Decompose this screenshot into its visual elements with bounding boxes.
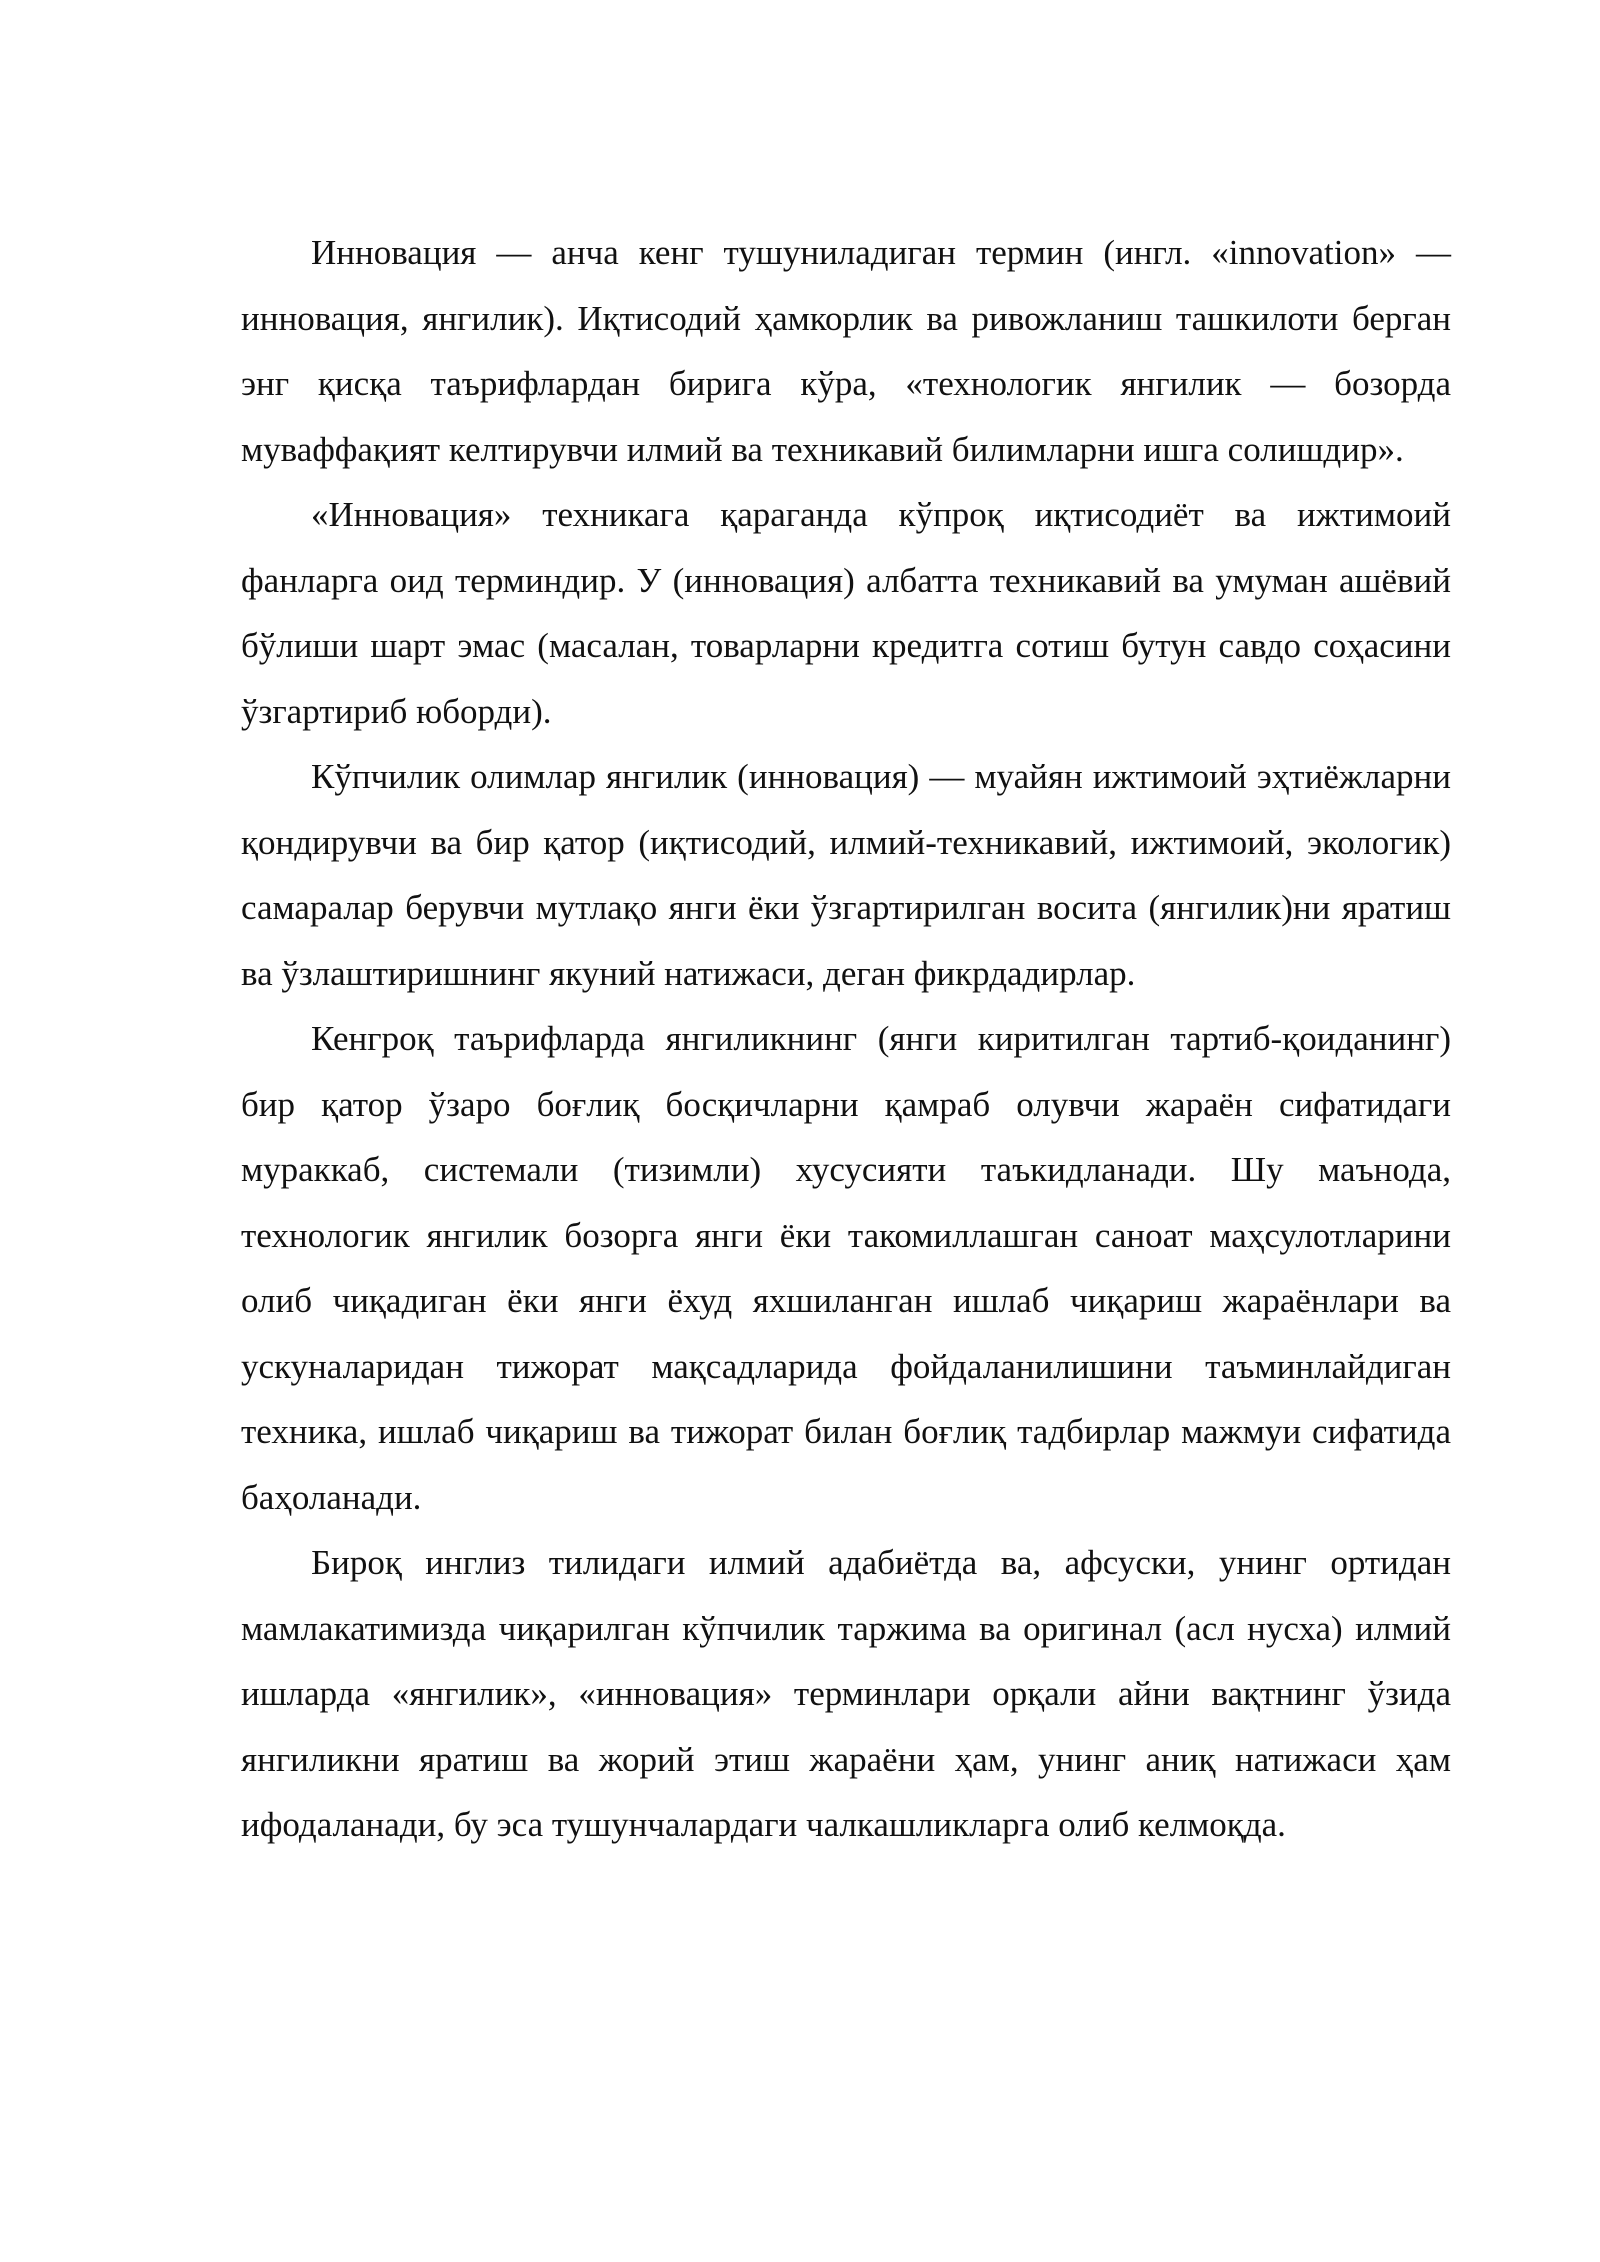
paragraph-innovation-economics: «Инновация» техникага қараганда кўпроқ иқтисодиёт ва ижтимоий фанларга оид терминдир. У (инновация) албатта техникавий ва умуман ашёвий бўлиши шарт эмас (масалан, товарларни кредитга сотиш бутун савдо соҳасини ўзгартириб юборди).: [241, 495, 1451, 731]
paragraph-innovation-definition: Инновация — анча кенг тушуниладиган термин (ингл. «innovation» — инновация, янгилик). Иқтисодий ҳамкорлик ва ривожланиш ташкилоти берган энг қисқа таърифлардан бирига кўра, «технологик янгилик — бозорда муваффақият келтирувчи илмий ва техникавий билимларни ишга солишдир».: [241, 233, 1451, 469]
paragraph-broad-definitions: Кенгроқ таърифларда янгиликнинг (янги киритилган тартиб-қоиданинг) бир қатор ўзаро боғлиқ босқичларни қамраб олувчи жараён сифатидаги мураккаб, системали (тизимли) хусусияти таъкидланади. Шу маънода, технологик янгилик бозорга янги ёки такомиллашган саноат маҳсулотларини олиб чиқадиган ёки янги ёхуд яхшиланган ишлаб чиқариш жараёнлари ва ускуналаридан тижорат мақсадларида фойдаланилишини таъминлайдиган техника, ишлаб чиқариш ва тижорат билан боғлиқ тадбирлар мажмуи сифатида баҳоланади.: [241, 1019, 1451, 1517]
paragraph-scientists-view: Кўпчилик олимлар янгилик (инновация) — муайян ижтимоий эҳтиёжларни қондирувчи ва бир қатор (иқтисодий, илмий-техникавий, ижтимоий, экологик) самаралар берувчи мутлақо янги ёки ўзгартирилган восита (янгилик)ни яратиш ва ўзлаштиришнинг якуний натижаси, деган фикрдадирлар.: [241, 757, 1451, 993]
paragraph-terminology-confusion: Бироқ инглиз тилидаги илмий адабиётда ва, афсуски, унинг ортидан мамлакатимизда чиқарилган кўпчилик таржима ва оригинал (асл нусха) илмий ишларда «янгилик», «инновация» терминлари орқали айни вақтнинг ўзида янгиликни яратиш ва жорий этиш жараёни ҳам, унинг аниқ натижаси ҳам ифодаланади, бу эса тушунчалардаги чалкашликларга олиб келмоқда.: [241, 1543, 1451, 1844]
document-body: [241, 220, 1451, 1858]
